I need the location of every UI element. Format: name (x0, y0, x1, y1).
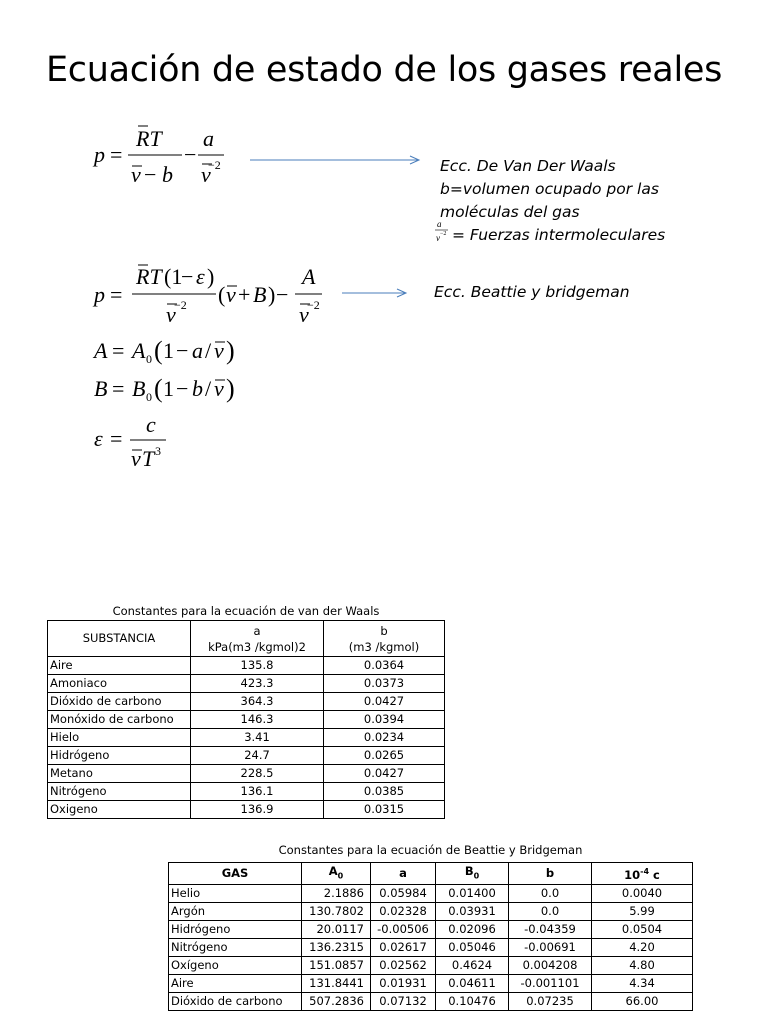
table-header-row (169, 863, 693, 885)
vdw-table-caption: Constantes para la ecuación de van der Waals (112, 604, 380, 618)
svg-text:3: 3 (155, 444, 161, 458)
cell-substance: Metano (48, 765, 191, 783)
arrow-icon (250, 154, 425, 166)
svg-text:A: A (302, 264, 316, 289)
table-row (48, 675, 445, 693)
cell-b: 0.004208 (509, 957, 592, 975)
bb-table-caption: Constantes para la ecuación de Beattie y Bridgeman (278, 843, 583, 857)
col-header-b: b (509, 863, 592, 885)
cell-a: 0.01931 (371, 975, 436, 993)
col-header-a: a (371, 863, 436, 885)
svg-text:(: ( (154, 374, 163, 403)
svg-text:A: A (132, 338, 146, 363)
svg-text:0: 0 (146, 352, 152, 366)
cell-a: 146.3 (191, 711, 324, 729)
cell-c: 5.99 (592, 903, 693, 921)
cell-a: -0.00506 (371, 921, 436, 939)
svg-text:a: a (203, 126, 214, 151)
svg-text:v: v (166, 302, 176, 327)
cell-gas: Helio (169, 885, 302, 903)
cell-c: 4.80 (592, 957, 693, 975)
svg-text:0: 0 (146, 390, 152, 404)
svg-text:−: − (144, 162, 157, 187)
svg-text:): ) (226, 336, 235, 365)
svg-text:/: / (205, 338, 212, 363)
col-header-a (191, 621, 324, 657)
cell-substance: Aire (48, 657, 191, 675)
beattie-bridgeman-label: Ecc. Beattie y bridgeman (434, 283, 630, 301)
cell-b: 0.0315 (324, 801, 445, 819)
svg-text:): ) (268, 282, 276, 307)
cell-gas: Argón (169, 903, 302, 921)
svg-text:b: b (192, 376, 203, 401)
cell-c: 0.0504 (592, 921, 693, 939)
cell-c: 4.20 (592, 939, 693, 957)
cell-a: 228.5 (191, 765, 324, 783)
cell-b: -0.04359 (509, 921, 592, 939)
cell-a: 3.41 (191, 729, 324, 747)
equation-epsilon (90, 412, 180, 472)
cell-a0: 2.1886 (302, 885, 371, 903)
col-header-substance: SUBSTANCIA (48, 621, 191, 657)
svg-text:a: a (192, 338, 203, 363)
col-header-a-symbol: a (253, 623, 261, 638)
svg-text:A: A (94, 338, 108, 363)
cell-substance: Hidrógeno (48, 747, 191, 765)
cell-b: -0.001101 (509, 975, 592, 993)
table-row (169, 921, 693, 939)
beattie-bridgeman-equation (90, 258, 330, 330)
svg-text:(1: (1 (164, 264, 183, 289)
table-row (169, 993, 693, 1011)
cell-c: 66.00 (592, 993, 693, 1011)
cell-b0: 0.02096 (436, 921, 509, 939)
cell-substance: Oxigeno (48, 801, 191, 819)
svg-text:p: p (94, 142, 105, 167)
svg-text:): ) (207, 264, 215, 289)
cell-b: -0.00691 (509, 939, 592, 957)
cell-a0: 507.2836 (302, 993, 371, 1011)
cell-b: 0.0265 (324, 747, 445, 765)
cell-b: 0.0364 (324, 657, 445, 675)
cell-a: 136.9 (191, 801, 324, 819)
cell-c: 4.34 (592, 975, 693, 993)
table-row (48, 747, 445, 765)
svg-text:v: v (299, 302, 309, 327)
cell-b: 0.0427 (324, 693, 445, 711)
table-row (48, 765, 445, 783)
table-row (48, 693, 445, 711)
arrow-icon (342, 287, 412, 299)
cell-a: 24.7 (191, 747, 324, 765)
cell-a: 423.3 (191, 675, 324, 693)
cell-substance: Nitrógeno (48, 783, 191, 801)
vdw-note-line: moléculas del gas (440, 203, 580, 221)
svg-text:=: = (112, 338, 125, 363)
cell-gas: Hidrógeno (169, 921, 302, 939)
vdw-note-line: = Fuerzas intermoleculares (452, 226, 666, 244)
a-over-v2-fraction (434, 216, 460, 246)
cell-substance: Monóxido de carbono (48, 711, 191, 729)
col-header-a-unit: kPa(m3 /kgmol)2 (208, 639, 306, 654)
table-row (48, 729, 445, 747)
table-row (48, 657, 445, 675)
svg-text:ε: ε (196, 264, 205, 289)
cell-b: 0.07235 (509, 993, 592, 1011)
col-header-a0: $A_0$ (302, 863, 371, 885)
van-der-waals-equation (90, 120, 230, 190)
svg-text:−: − (184, 142, 197, 167)
svg-text:RT: RT (136, 126, 162, 151)
cell-gas: Oxígeno (169, 957, 302, 975)
vdw-note-line: Ecc. De Van Der Waals (440, 157, 616, 175)
cell-a0: 136.2315 (302, 939, 371, 957)
svg-text:−: − (276, 282, 289, 307)
svg-text:1: 1 (163, 338, 174, 363)
cell-a: 0.05984 (371, 885, 436, 903)
svg-text:B: B (132, 376, 146, 401)
cell-b0: 0.04611 (436, 975, 509, 993)
cell-a: 136.1 (191, 783, 324, 801)
vdw-note-forces (436, 219, 666, 247)
bb-table (168, 862, 693, 1011)
table-row (169, 939, 693, 957)
svg-text:(: ( (218, 282, 226, 307)
cell-b: 0.0427 (324, 765, 445, 783)
svg-text:B: B (94, 376, 108, 401)
svg-text:−: − (181, 264, 194, 289)
vdw-note-line: b=volumen ocupado por las (440, 180, 659, 198)
col-header-b (324, 621, 445, 657)
svg-text:/: / (205, 376, 212, 401)
cell-b0: 0.05046 (436, 939, 509, 957)
svg-text:v: v (226, 282, 236, 307)
svg-text:−2: −2 (440, 231, 447, 237)
cell-a0: 151.0857 (302, 957, 371, 975)
svg-text:ε: ε (94, 426, 103, 451)
equation-A (90, 332, 250, 370)
svg-text:a: a (437, 219, 442, 229)
svg-text:RT: RT (136, 264, 162, 289)
svg-text:T: T (142, 446, 155, 471)
cell-b: 0.0373 (324, 675, 445, 693)
col-header-b-unit: (m3 /kgmol) (348, 639, 420, 654)
van-der-waals-note (436, 155, 666, 247)
cell-b0: 0.03931 (436, 903, 509, 921)
svg-text:b: b (162, 162, 173, 187)
cell-substance: Hielo (48, 729, 191, 747)
svg-text:1: 1 (163, 376, 174, 401)
table-row (169, 975, 693, 993)
cell-a0: 130.7802 (302, 903, 371, 921)
cell-gas: Dióxido de carbono (169, 993, 302, 1011)
cell-b0: 0.10476 (436, 993, 509, 1011)
cell-b: 0.0 (509, 903, 592, 921)
page-title: Ecuación de estado de los gases reales (45, 50, 723, 90)
cell-a: 0.02617 (371, 939, 436, 957)
svg-text:−: − (176, 338, 189, 363)
cell-b: 0.0385 (324, 783, 445, 801)
table-row (48, 801, 445, 819)
cell-a: 0.02328 (371, 903, 436, 921)
col-header-c: $10^{-4}$ c (592, 863, 693, 885)
cell-substance: Amoniaco (48, 675, 191, 693)
cell-b0: 0.01400 (436, 885, 509, 903)
svg-text:v: v (436, 233, 440, 243)
svg-text:−2: −2 (307, 298, 320, 312)
svg-text:v: v (214, 338, 224, 363)
svg-text:=: = (112, 376, 125, 401)
svg-text:v: v (131, 446, 141, 471)
svg-text:=: = (110, 142, 123, 167)
table-header-row (48, 621, 445, 657)
cell-a: 0.07132 (371, 993, 436, 1011)
col-header-b-symbol: b (380, 623, 388, 638)
svg-text:): ) (226, 374, 235, 403)
cell-a0: 20.0117 (302, 921, 371, 939)
svg-text:B: B (253, 282, 267, 307)
svg-text:−: − (176, 376, 189, 401)
vdw-table (47, 620, 445, 819)
cell-substance: Dióxido de carbono (48, 693, 191, 711)
cell-b: 0.0234 (324, 729, 445, 747)
cell-a0: 131.8441 (302, 975, 371, 993)
cell-b: 0.0394 (324, 711, 445, 729)
svg-text:=: = (110, 426, 123, 451)
svg-text:=: = (110, 282, 123, 307)
svg-text:+: + (238, 282, 251, 307)
svg-text:−2: −2 (174, 298, 187, 312)
cell-gas: Nitrógeno (169, 939, 302, 957)
cell-b0: 0.4624 (436, 957, 509, 975)
svg-text:v: v (201, 162, 211, 187)
svg-text:v: v (214, 376, 224, 401)
svg-text:c: c (146, 412, 156, 437)
cell-b: 0.0 (509, 885, 592, 903)
table-row (48, 783, 445, 801)
cell-c: 0.0040 (592, 885, 693, 903)
svg-text:p: p (94, 282, 105, 307)
col-header-gas: GAS (169, 863, 302, 885)
table-row (169, 957, 693, 975)
table-row (169, 903, 693, 921)
cell-a: 364.3 (191, 693, 324, 711)
cell-gas: Aire (169, 975, 302, 993)
table-row (48, 711, 445, 729)
svg-text:−2: −2 (208, 158, 221, 172)
svg-text:(: ( (154, 336, 163, 365)
svg-text:v: v (131, 162, 141, 187)
col-header-b0: $B_0$ (436, 863, 509, 885)
cell-a: 135.8 (191, 657, 324, 675)
cell-a: 0.02562 (371, 957, 436, 975)
equation-B (90, 370, 250, 408)
table-row (169, 885, 693, 903)
